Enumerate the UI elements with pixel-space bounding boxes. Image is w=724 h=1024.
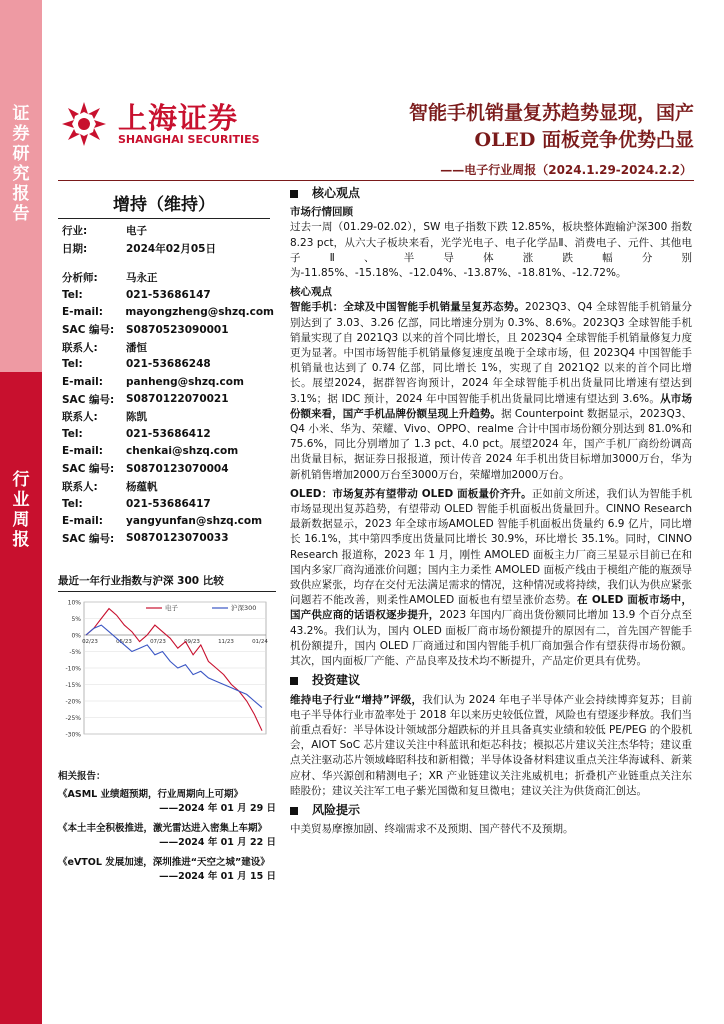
info-key: 联系人:	[62, 341, 98, 354]
info-key: Tel:	[62, 288, 83, 301]
info-key: Tel:	[62, 497, 83, 510]
info-key: E-mail:	[62, 306, 103, 319]
info-row-date	[62, 239, 274, 256]
related-report-title[interactable]: 《eVTOL 发展加速，深圳推进“天空之城”建设》	[58, 857, 270, 868]
y-tick-label: 0%	[71, 632, 81, 640]
y-tick-label: -15%	[65, 682, 81, 689]
info-row-contact	[62, 408, 274, 425]
info-row-email	[62, 373, 274, 390]
series-line-electronics	[86, 609, 262, 731]
lead-text: 在 OLED 面板市场中，国产供应商的话语权逐步提升，	[290, 594, 692, 622]
related-heading: 相关报告：	[58, 771, 106, 782]
lead-text: OLED：市场复苏有望带动 OLED 面板量价齐升。	[290, 487, 532, 500]
paragraph-market: 过去一周（01.29-02.02），SW 电子指数下跌 12.85%，板块整体跑输沪深300 指数 8.23 pct，从六大子板块来看，光学光电子、电子化学品Ⅱ、消费电子、元件、其他电子Ⅱ、半导体涨跌幅分别为-11.85%、-15.18%、-12.04%、-13.87%、-18.81%、-12.72%。	[290, 221, 692, 280]
info-row-tel	[62, 356, 274, 373]
paragraph-risk: 中美贸易摩擦加剧、终端需求不及预期、国产替代不及预期。	[290, 823, 574, 836]
info-key: SAC 编号:	[62, 324, 115, 337]
y-tick-label: 10%	[67, 599, 81, 607]
section-title: 投资建议	[312, 673, 361, 688]
info-row-industry	[62, 222, 274, 239]
paragraph-investment	[290, 693, 692, 799]
info-key: E-mail:	[62, 375, 103, 388]
title-line-1: 智能手机销量复苏趋势显现，国产	[408, 102, 694, 124]
info-key: 分析师:	[62, 271, 98, 284]
info-value: S0870123070033	[126, 532, 229, 545]
info-value: 021-53686147	[126, 288, 211, 301]
info-key: E-mail:	[62, 445, 103, 458]
related-report-date: ——2024 年 01 月 22 日	[159, 837, 276, 848]
info-key: SAC 编号:	[62, 532, 115, 545]
x-tick-label: 09/23	[184, 639, 200, 645]
info-row-sac	[62, 530, 274, 547]
body-text: 2023Q3、Q4 全球智能手机销量分别达到了 3.03、3.26 亿部，同比增速分别为 0.3%、8.6%。2023Q3 全球智能手机销量实现了自 2021Q3 以来的首个同比增长，且 2023Q4 全球智能手机销量修复力度更为显著。中国市场智能手机销量修复速度虽晚于全球市场，但 2023Q4 中国智能手机销量也达到了 0.74 亿部，同比增长 1%，实现了自 2021Q2 以来的首个同比增长。展望2024，据群智咨询预计，2024 年全球智能手机出货量同比增速有望达到 3.1%；据 IDC 预计，2024 年中国智能手机出货量同比增速有望达到 3.6%。	[290, 301, 692, 405]
legend-label: 电子	[165, 604, 178, 612]
y-tick-label: -25%	[65, 715, 81, 722]
info-row-email	[62, 443, 274, 460]
y-tick-label: -10%	[65, 665, 81, 673]
info-value: 陈凯	[126, 411, 147, 424]
section-risk	[290, 803, 692, 818]
header-divider	[58, 180, 694, 181]
info-row-sac	[62, 391, 274, 408]
email-link[interactable]: mayongzheng@shzq.com	[125, 306, 274, 319]
y-tick-label: -5%	[69, 649, 81, 656]
related-report-date: ——2024 年 01 月 29 日	[159, 803, 276, 814]
info-value: 杨蕴帆	[126, 480, 158, 493]
info-row-contact	[62, 338, 274, 355]
info-key: 日期:	[62, 242, 88, 255]
info-key: E-mail:	[62, 514, 103, 527]
subheading-market: 市场行情回顾	[290, 206, 353, 219]
logo-chinese-text: 上海证券	[118, 101, 239, 135]
series-line-csi300	[86, 625, 262, 708]
info-row-contact	[62, 477, 274, 494]
logo-english-text: SHANGHAI SECURITIES	[118, 133, 260, 146]
related-report-title[interactable]: 《ASML 业绩超预期，行业周期向上可期》	[58, 789, 244, 800]
section-investment	[290, 673, 692, 688]
lead-text: 维持电子行业“增持”评级，	[290, 693, 423, 706]
info-value: 021-53686248	[126, 358, 211, 371]
info-value: 马永正	[126, 271, 158, 284]
body-text: 据 Counterpoint 数据显示，2023Q3、Q4 小米、华为、荣耀、Vivo、OPPO、realme 合计中国市场份额分别达到 81.0%和 75.6%，同比分别增加了 1.3 pct、4.0 pct。展望2024 年，国产手机厂商纷纷调高出货量目标，据证券日报报道，预计传音 2024 年手机出货目标增加3000万台，华为新机销售增加2000万台至3000万台，荣耀增加2000万台。	[290, 407, 692, 481]
email-link[interactable]: yangyunfan@shzq.com	[126, 514, 263, 527]
info-key: SAC 编号:	[62, 463, 115, 476]
x-tick-label: 01/24	[252, 639, 268, 645]
section-core-views	[290, 186, 692, 201]
y-tick-label: 5%	[71, 616, 81, 623]
report-subtitle: ——电子行业周报（2024.1.29-2024.2.2）	[440, 163, 692, 177]
info-value: 电子	[126, 225, 147, 238]
y-tick-label: -20%	[65, 698, 81, 706]
x-tick-label: 02/23	[82, 639, 98, 645]
email-link[interactable]: chenkai@shzq.com	[126, 445, 239, 458]
x-tick-label: 05/23	[116, 639, 132, 645]
info-value: S0870523090001	[126, 323, 229, 336]
paragraph-oled	[290, 487, 692, 669]
body-text: 2023 年国内厂商出货份额同比增加 13.9 个百分点至 43.2%。我们认为，国内 OLED 面板厂商市场份额提升的原因有二，首先国产智能手机份额提升，国内 OLED 厂商通过和国内智能手机厂商加强合作有望获得市场份额。其次，国内面板厂产能、产品良率及技术均不断提升，产品定价更具有优势。	[290, 609, 692, 668]
info-value: 2024年02月05日	[126, 242, 216, 255]
email-link[interactable]: panheng@shzq.com	[126, 375, 244, 388]
info-row-analyst	[62, 269, 274, 286]
section-title: 风险提示	[312, 802, 361, 817]
info-key: Tel:	[62, 427, 83, 440]
subheading-core: 核心观点	[290, 286, 332, 299]
info-row-sac	[62, 460, 274, 477]
chart-title: 最近一年行业指数与沪深 300 比较	[58, 573, 276, 592]
logo-emblem-icon	[58, 98, 110, 150]
legend-label: 沪深300	[231, 604, 257, 612]
related-report-title[interactable]: 《本土丰全积极推进，激光雷达进入密集上车期》	[58, 823, 268, 834]
bullet-square-icon	[290, 677, 298, 685]
lead-text: 智能手机：全球及中国智能手机销量呈复苏态势。	[290, 301, 526, 314]
info-value: 潘恒	[126, 341, 147, 354]
info-row-email	[62, 512, 274, 529]
x-tick-label: 11/23	[218, 639, 234, 645]
y-tick-label: -30%	[65, 731, 81, 739]
body-text: 我们认为 2024 年电子半导体产业会持续博弈复苏；目前电子半导体行业市盈率处于 2018 年以来历史较低位置，风险也有望逐步释放。我们当前重点看好：半导体设计领域部分超跌标的并且具备真实业绩和较低 PE/PEG 的个股机会，AIOT SoC 芯片建议关注中科蓝讯和炬芯科技；模拟芯片建议关注杰华特；建议重点关注驱动芯片领域峰昭科技和新相微；半导体设备材料建议重点关注华海诚科、新莱应材、华兴源创和精测电子；XR 产业链建议关注兆威机电；折叠机产业链重点关注东睦股份；建议关注军工电子紫光国微和复旦微电；建议关注为供货商汇创达。	[290, 693, 692, 797]
info-row-tel	[62, 286, 274, 303]
x-tick-label: 07/23	[150, 639, 166, 645]
info-row-sac	[62, 321, 274, 338]
title-line-2: OLED 面板竞争优势凸显	[474, 129, 694, 151]
sidebar-label-research-report: 证 券 研 究 报 告	[12, 104, 30, 224]
company-logo	[58, 96, 258, 156]
report-title	[262, 100, 694, 154]
index-comparison-chart	[58, 573, 276, 743]
main-content	[290, 186, 692, 841]
body-text: 正如前文所述，我们认为智能手机市场显现出复苏趋势，有望带动 OLED 智能手机面板出货量回升。CINNO Research 最新数据显示，2023 年全球市场AMOLED 智能手机面板出货量约 6.9 亿片，同比增长 16.1%，其中第四季度出货量同比增长 30.9%，环比增长 35.1%。同时，CINNO Research 报道称，2023 年 1 月，刚性 AMOLED 面板主力厂商三星显示目前已在和国内多家厂商沟通涨价问题；国内主力柔性 AMOLED 面板产线由于模组产能的瓶颈导致供应紧张，均存在交付无法满足需求的情况，这种情况或将持续，我们认为供应紧张问题若不能改善，则柔性AMOLED 面板也有望呈涨价态势。	[290, 487, 692, 607]
info-row-tel	[62, 495, 274, 512]
bullet-square-icon	[290, 807, 298, 815]
rating: 增持（维持）	[113, 195, 215, 215]
sidebar-label-weekly: 行 业 周 报	[12, 470, 30, 550]
chart-svg	[58, 596, 276, 744]
bullet-square-icon	[290, 190, 298, 198]
info-key: 联系人:	[62, 411, 98, 424]
info-key: SAC 编号:	[62, 393, 115, 406]
info-value: 021-53686412	[126, 427, 211, 440]
rating-divider	[58, 218, 270, 219]
info-value: S0870122070021	[126, 393, 229, 406]
info-value: S0870123070004	[126, 462, 229, 475]
info-key: 行业:	[62, 225, 88, 238]
info-value: 021-53686417	[126, 497, 211, 510]
lead-text: 从市场份额来看，国产手机品牌份额呈现上升趋势。	[290, 392, 693, 420]
section-title: 核心观点	[312, 186, 361, 200]
info-row-email	[62, 304, 274, 321]
related-reports	[58, 770, 276, 890]
info-row-tel	[62, 425, 274, 442]
info-key: 联系人:	[62, 480, 98, 493]
related-report-date: ——2024 年 01 月 15 日	[159, 871, 276, 882]
info-block	[62, 222, 274, 547]
paragraph-smartphone	[290, 300, 692, 482]
info-key: Tel:	[62, 358, 83, 371]
